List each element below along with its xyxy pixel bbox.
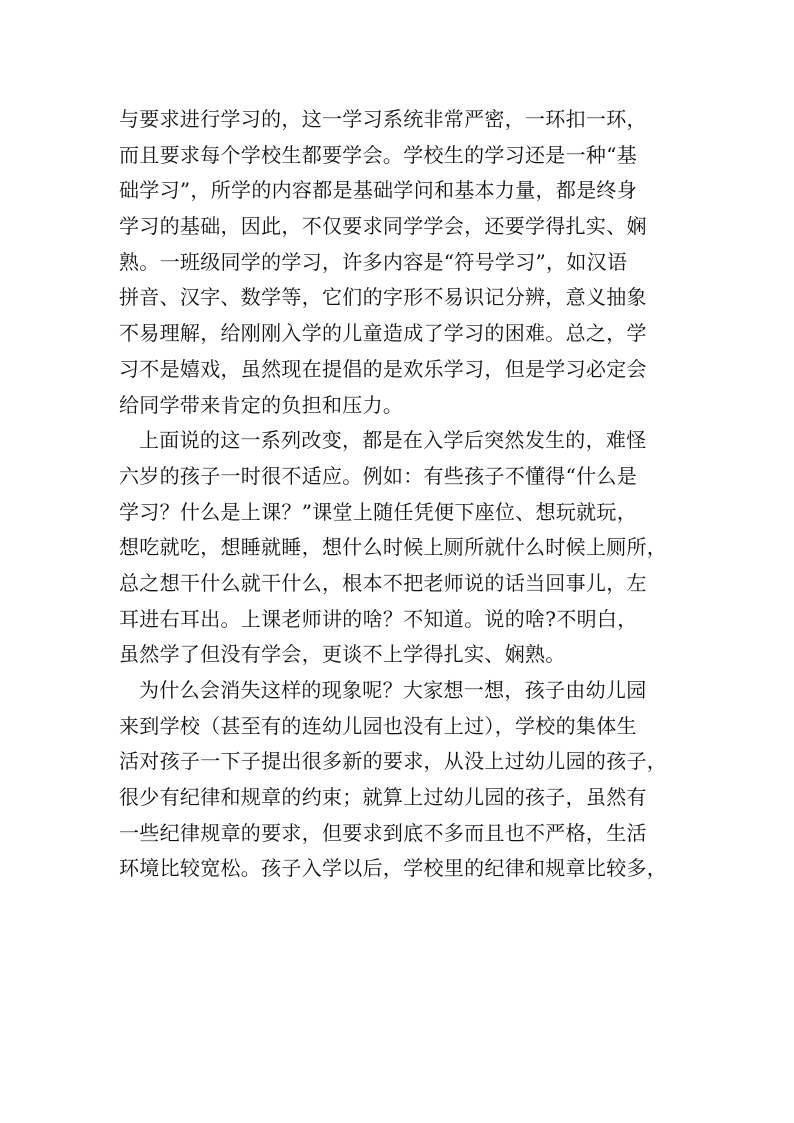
text-line: 环境比较宽松。孩子入学以后，学校里的纪律和规章比较多， — [119, 856, 668, 881]
paragraph-1 — [119, 102, 679, 423]
paragraph-3 — [119, 673, 679, 887]
text-line: 虽然学了但没有学会，更谈不上学得扎实、娴熟。 — [119, 642, 566, 667]
text-line: 总之想干什么就干什么，根本不把老师说的话当回事儿，左 — [119, 570, 647, 595]
text-line: 而且要求每个学校生都要学会。学校生的学习还是一种“基 — [119, 142, 638, 167]
body-text — [119, 102, 679, 887]
paragraph-2 — [119, 423, 679, 673]
text-line: 来到学校（甚至有的连幼儿园也没有上过），学校的集体生 — [119, 713, 637, 738]
text-line: 一些纪律规章的要求，但要求到底不多而且也不严格，生活 — [119, 820, 647, 845]
text-line: 耳进右耳出。上课老师讲的啥？不知道。说的啥?不明白， — [119, 606, 638, 631]
text-line: 础学习”，所学的内容都是基础学问和基本力量，都是终身 — [119, 178, 638, 203]
text-line: 上面说的这一系列改变，都是在入学后突然发生的，难怪 — [139, 428, 647, 453]
text-line: 习不是嬉戏，虽然现在提倡的是欢乐学习，但是学习必定会 — [119, 356, 647, 381]
text-line: 六岁的孩子一时很不适应。例如：有些孩子不懂得“什么是 — [119, 463, 638, 488]
text-line: 学习？什么是上课？”课堂上随任凭便下座位、想玩就玩， — [119, 499, 638, 524]
text-line: 很少有纪律和规章的约束；就算上过幼儿园的孩子，虽然有 — [119, 785, 647, 810]
text-line: 学习的基础，因此，不仅要求同学学会，还要学得扎实、娴 — [119, 214, 647, 239]
text-line: 想吃就吃，想睡就睡，想什么时候上厕所就什么时候上厕所， — [119, 535, 668, 560]
text-line: 拼音、汉字、数学等，它们的字形不易识记分辨，意义抽象 — [119, 285, 647, 310]
text-line: 不易理解，给刚刚入学的儿童造成了学习的困难。总之，学 — [119, 321, 647, 346]
text-line: 活对孩子一下子提出很多新的要求，从没上过幼儿园的孩子， — [119, 749, 668, 774]
text-line: 为什么会消失这样的现象呢？大家想一想，孩子由幼儿园 — [139, 678, 647, 702]
text-line: 与要求进行学习的，这一学习系统非常严密，一环扣一环， — [119, 107, 647, 131]
text-line: 熟。一班级同学的学习，许多内容是“符号学习”，如汉语 — [119, 249, 628, 274]
text-line: 给同学带来肯定的负担和压力。 — [119, 392, 404, 417]
